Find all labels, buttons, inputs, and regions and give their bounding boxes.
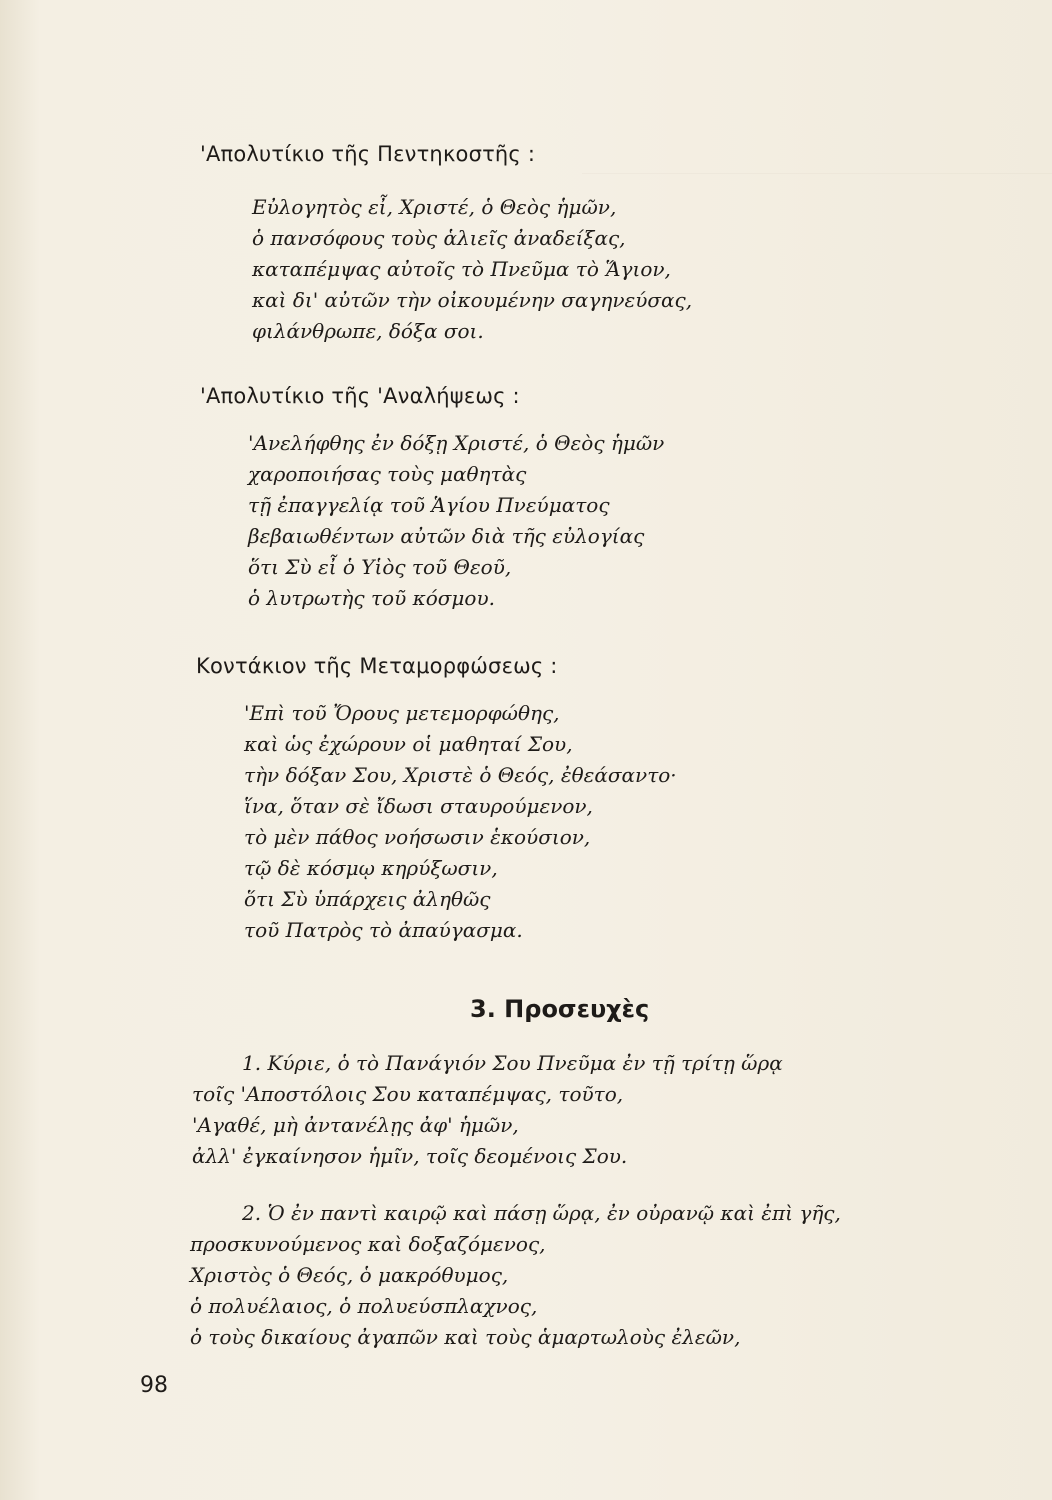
prayer-line: προσκυνούμενος καὶ δοξαζόμενος, [190,1232,546,1256]
prayer-line: 'Αγαθέ, μὴ ἀντανέλῃς ἀφ' ἡμῶν, [192,1113,519,1137]
verse-line: τὴν δόξαν Σου, Χριστὲ ὁ Θεός, ἐθεάσαντο· [244,763,677,787]
prayer-line: τοῖς 'Αποστόλοις Σου καταπέμψας, τοῦτο, [192,1082,624,1106]
verse-line: 'Ανελήφθης ἐν δόξῃ Χριστέ, ὁ Θεὸς ἡμῶν [248,431,665,455]
verse-line: τὸ μὲν πάθος νοήσωσιν ἑκούσιον, [244,825,591,849]
prayer-line: 2. Ὁ ἐν παντὶ καιρῷ καὶ πάσῃ ὥρᾳ, ἐν οὐρανῷ καὶ ἐπὶ γῆς, [242,1201,841,1225]
verse-line: ἵνα, ὅταν σὲ ἴδωσι σταυρούμενον, [244,794,593,818]
verse-transfiguration [244,698,677,946]
prayer-2 [190,1198,841,1353]
verse-line: χαροποιήσας τοὺς μαθητὰς [248,462,527,486]
heading-ascension: 'Απολυτίκιο τῆς 'Αναλήψεως : [200,384,520,408]
verse-line: τῇ ἐπαγγελίᾳ τοῦ Ἁγίου Πνεύματος [248,493,610,517]
section-title: 3. Προσευχὲς [470,995,650,1023]
verse-line: ὅτι Σὺ εἶ ὁ Υἱὸς τοῦ Θεοῦ, [248,555,512,579]
prayer-line: ἀλλ' ἐγκαίνησον ἡμῖν, τοῖς δεομένοις Σου. [192,1144,628,1168]
verse-line: βεβαιωθέντων αὐτῶν διὰ τῆς εὐλογίας [248,524,645,548]
heading-transfiguration: Κοντάκιον τῆς Μεταμορφώσεως : [196,654,558,678]
verse-pentecost [252,192,692,347]
prayer-1 [192,1048,783,1172]
page-number: 98 [140,1373,168,1398]
prayer-line: ὁ τοὺς δικαίους ἀγαπῶν καὶ τοὺς ἁμαρτωλοὺς ἐλεῶν, [190,1325,741,1349]
verse-line: καὶ ὡς ἐχώρουν οἱ μαθηταί Σου, [244,732,573,756]
verse-ascension [248,428,664,614]
verse-line: τοῦ Πατρὸς τὸ ἀπαύγασμα. [244,918,523,942]
prayer-line: ὁ πολυέλαιος, ὁ πολυεύσπλαχνος, [190,1294,538,1318]
prayer-line: 1. Κύριε, ὁ τὸ Πανάγιόν Σου Πνεῦμα ἐν τῇ τρίτῃ ὥρᾳ [242,1051,783,1075]
verse-line: ὁ πανσόφους τοὺς ἁλιεῖς ἀναδείξας, [252,226,626,250]
verse-line: ὅτι Σὺ ὑπάρχεις ἀληθῶς [244,887,491,911]
show-through-texture [582,140,1052,174]
prayer-line: Χριστὸς ὁ Θεός, ὁ μακρόθυμος, [190,1263,509,1287]
verse-line: καὶ δι' αὐτῶν τὴν οἰκουμένην σαγηνεύσας, [252,288,693,312]
verse-line: καταπέμψας αὐτοῖς τὸ Πνεῦμα τὸ Ἅγιον, [252,257,671,281]
verse-line: 'Επὶ τοῦ Ὄρους μετεμορφώθης, [244,701,560,725]
verse-line: ὁ λυτρωτὴς τοῦ κόσμου. [248,586,495,610]
verse-line: τῷ δὲ κόσμῳ κηρύξωσιν, [244,856,498,880]
verse-line: Εὐλογητὸς εἶ, Χριστέ, ὁ Θεὸς ἡμῶν, [252,195,617,219]
verse-line: φιλάνθρωπε, δόξα σοι. [252,319,484,343]
heading-pentecost: 'Απολυτίκιο τῆς Πεντηκοστῆς : [200,142,536,166]
